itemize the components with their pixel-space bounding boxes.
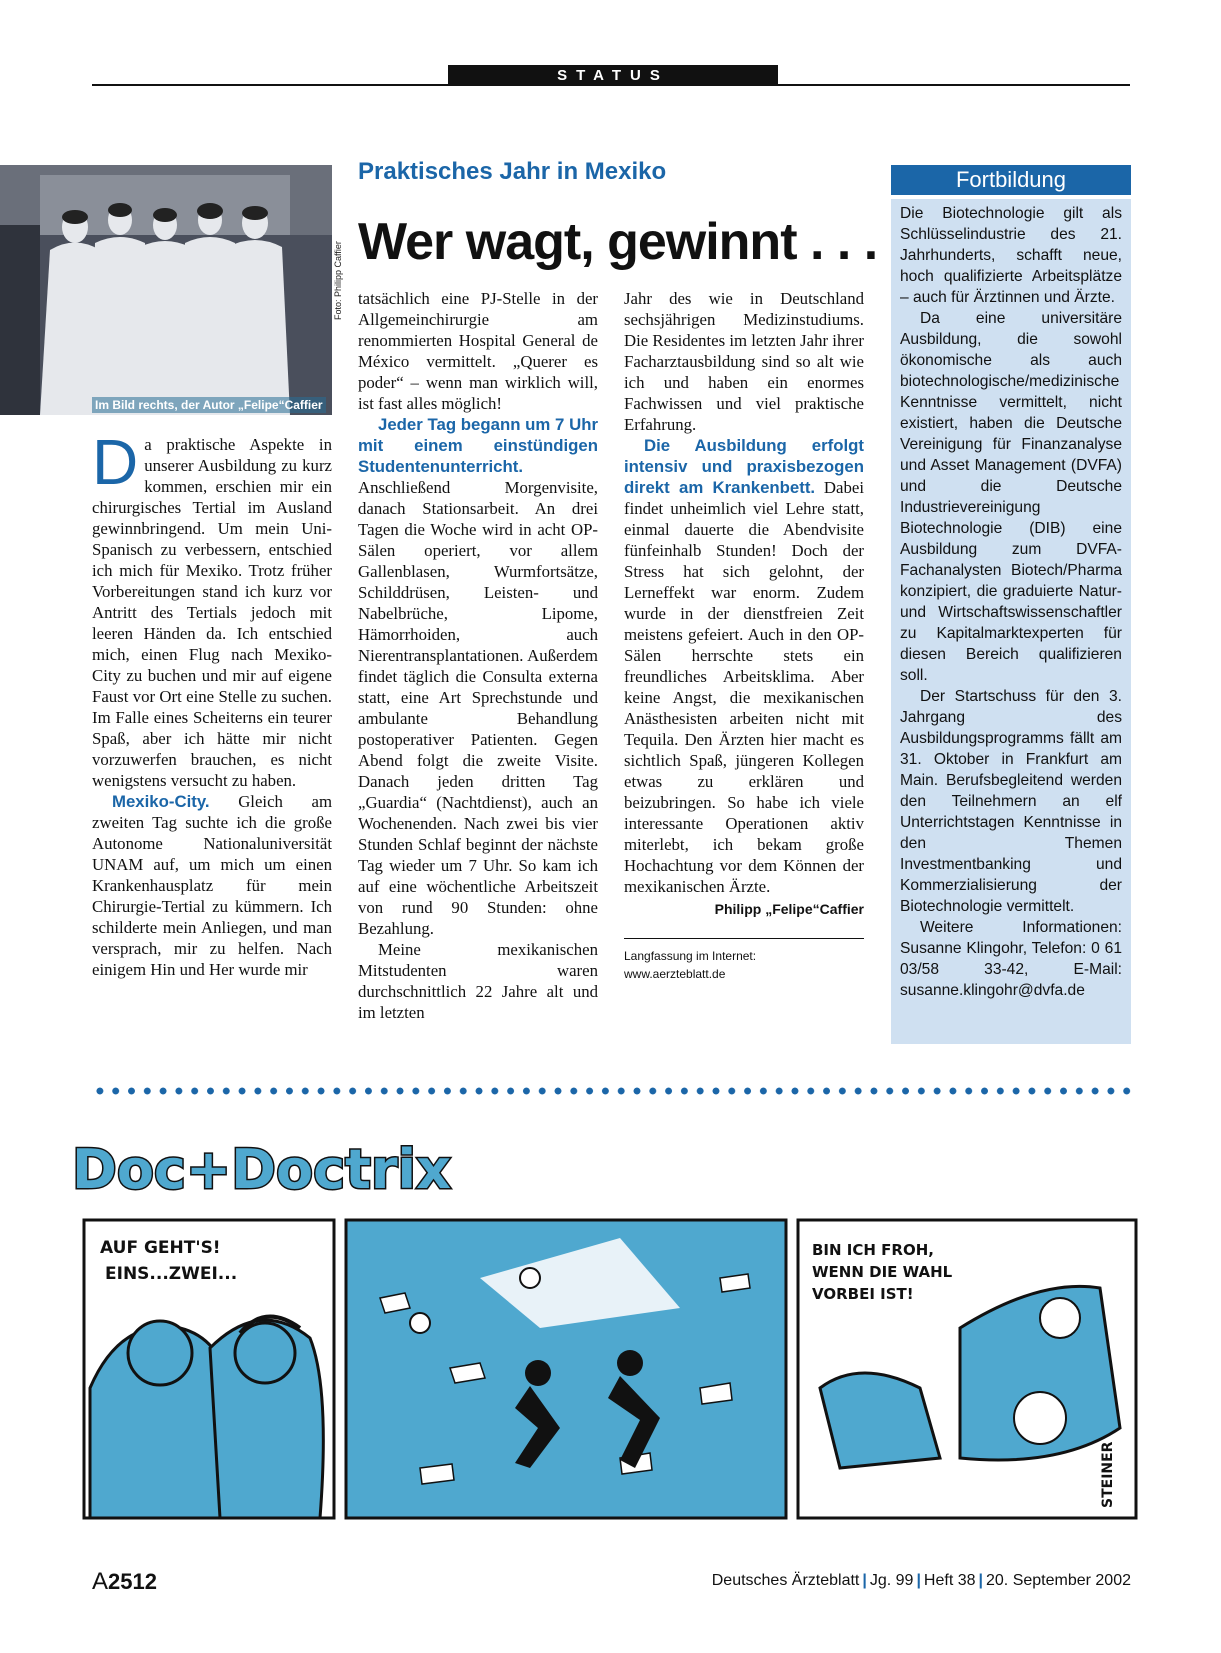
sidebar-paragraph-4: Weitere Informationen: Susanne Klingohr, Telefon: 0 61 03/58 33-42, E-Mail: susanne.klingohr@dvfa.de (900, 919, 1122, 999)
dotted-separator (92, 1086, 1132, 1096)
article-kicker: Praktisches Jahr in Mexiko (358, 158, 667, 185)
col3-paragraph-2: Dabei findet unheimlich viel Lehre statt, einmal dauerte die Abendvisite fünfeinhalb Stunden! Doch der Stress hat sich gelohnt, der Lerneffekt war enorm. Zudem wurde in der dienstfreien Zeit meistens gefeiert. Auch in den OP-Sälen herrschte stets ein freundliches Arbeitsklima. Aber keine Angst, die mexikanischen Anästhesisten arbeiten nicht mit Tequila. Den Ärzten hier macht es sichtlich Spaß, jüngeren Kollegen etwas zu erklären und beizubringen. So habe ich viele interessante Operationen aktiv miterlebt, ich bekam große Hochachtung vor dem Können der mexikanischen Ärzte. (624, 478, 864, 896)
article-column-2 (358, 288, 598, 1023)
article-column-1 (92, 426, 332, 980)
comic-panel-1 (84, 1220, 334, 1518)
journal-issue: Heft 38 (923, 1572, 976, 1589)
panel-1-speech-line-2: EINS...ZWEI... (105, 1264, 238, 1284)
sidebar-paragraph-3: Der Startschuss für den 3. Jahrgang des Ausbildungsprogramms fällt am 31. Oktober in Frankfurt am Main. Berufsbegleitend werden den Teilnehmern an elf Unterrichtstagen Kenntnisse in den Themen Investmentbanking und Kommerzialisierung der Biotechnologie vermittelt. (900, 688, 1122, 915)
panel-3-speech-line-2: WENN DIE WAHL (812, 1263, 953, 1281)
journal-date: 20. September 2002 (986, 1572, 1131, 1589)
photo-credit: Foto: Philipp Caffier (333, 241, 343, 320)
panel-3-speech-line-1: BIN ICH FROH, (812, 1241, 934, 1259)
subhead-mexiko-city: Mexiko-City. (112, 792, 210, 811)
col3-paragraph-1: Jahr des wie in Deutschland sechsjährigen Medizinstudiums. Die Residentes im letzten Jahr ihrer Facharztausbildung sind so alt wie ich und haben ein enormes Fachwissen und viel praktische Erfahrung. (624, 289, 864, 434)
sidebar-title: Fortbildung (891, 165, 1131, 195)
sidebar-text (900, 203, 1122, 1001)
comic-title: Doc+Doctrix (72, 1138, 451, 1201)
journal-volume: Jg. 99 (869, 1572, 914, 1589)
comic-artwork (60, 1128, 1148, 1528)
drop-cap: D (92, 426, 139, 498)
online-note-label: Langfassung im Internet: (624, 949, 757, 963)
section-label: STATUS (448, 65, 778, 86)
panel-1-speech-line-1: AUF GEHT'S! (100, 1238, 221, 1258)
subhead-jeder-tag: Jeder Tag begann um 7 Uhr mit einem einstündigen Studentenunterricht. (358, 415, 598, 476)
online-note-url[interactable]: www.aerzteblatt.de (624, 967, 726, 981)
footer-separator: | (862, 1572, 867, 1589)
comic-signature: STEINER (1100, 1441, 1116, 1508)
col1-paragraph-1: a praktische Aspekte in unserer Ausbildung zu kurz kommen, erschien mir ein chirurgisches Tertial im Ausland gewinnbringend. Um mein Uni-Spanisch zu verbessern, entschied ich mich für Mexiko. Trotz früher Vorbereitungen stand ich kurz vor Antritt des Tertials jedoch mit leeren Händen da. Ich entschied mich, einen Flug nach Mexiko-City zu buchen und mir auf eigene Faust vor Ort eine Stelle zu suchen. Im Falle eines Scheiterns ein teurer Spaß, aber ich hätte mir nicht vorzuwerfen brauchen, es nicht wenigstens versucht zu haben. (92, 435, 332, 790)
sidebar-box (891, 199, 1131, 1044)
author-photo (0, 165, 332, 415)
col2-paragraph-3: Meine mexikanischen Mitstudenten waren durchschnittlich 22 Jahre alt und im letzten (358, 940, 598, 1022)
panel-3-speech-line-3: VORBEI IST! (812, 1285, 914, 1303)
article-author: Philipp „Felipe“Caffier (714, 901, 864, 917)
journal-name: Deutsches Ärzteblatt (711, 1572, 860, 1589)
photo-caption: Im Bild rechts, der Autor „Felipe“Caffier (92, 397, 326, 413)
comic-panel-3 (798, 1220, 1136, 1518)
article-column-3 (624, 288, 864, 983)
page-number (92, 1568, 157, 1596)
photo-image (0, 165, 332, 415)
col1-paragraph-2: Gleich am zweiten Tag suchte ich die große Autonome Nationaluniversität UNAM auf, um mich um einen Krankenhausplatz für mein Chirurgie-Tertial zu kümmern. Ich schilderte mein Anliegen, und man versprach, mir zu helfen. Nach einigem Hin und Her wurde mir (92, 792, 332, 979)
comic-panel-2 (346, 1220, 786, 1518)
footer-separator: | (978, 1572, 983, 1589)
col2-paragraph-1: tatsächlich eine PJ-Stelle in der Allgemeinchirurgie am renommierten Hospital General de México vermittelt. „Querer es poder“ – wenn man wirklich will, ist fast alles möglich! (358, 289, 598, 413)
sidebar-paragraph-2: Da eine universitäre Ausbildung, die sowohl ökonomische als auch biotechnologische/medizinische Kenntnisse vermittelt, nicht existiert, haben die Deutsche Vereinigung für Finanzanalyse und Asset Management (DVFA) und die Deutsche Industrievereinigung Biotechnologie (DIB) eine Ausbildung zum DVFA-Fachanalysten Biotech/Pharma konzipiert, die graduierte Natur- und Wirtschaftswissenschaftler zu Kapitalmarktexperten für diesen Bereich qualifizieren soll. (900, 310, 1122, 684)
journal-footer (712, 1572, 1131, 1590)
page-number-value: 2512 (108, 1569, 157, 1594)
page-prefix: A (92, 1568, 109, 1595)
comic-strip (60, 1128, 1148, 1528)
subhead-ausbildung: Die Ausbildung erfolgt intensiv und praxisbezogen direkt am Krankenbett. (624, 436, 864, 497)
note-divider (624, 938, 864, 939)
col2-paragraph-2: Anschließend Morgenvisite, danach Stationsarbeit. An drei Tagen die Woche wird in acht OP-Sälen operiert, vor allem Gallenblasen, Wurmfortsätze, Schilddrüsen, Leisten- und Nabelbrüche, Lipome, Hämorrhoiden, auch Nierentransplantationen. Außerdem findet täglich die Consulta externa statt, eine Art Sprechstunde und ambulante Behandlung postoperativer Patienten. Gegen Abend folgt die zweite Visite. Danach jeden dritten Tag „Guardia“ (Nachtdienst), auch an Wochenenden. Nach zwei bis vier Stunden Schlaf beginnt der nächste Tag wieder um 7 Uhr. So kam ich auf eine wöchentliche Arbeitszeit von rund 90 Stunden: ohne Bezahlung. (358, 478, 598, 938)
article-headline: Wer wagt, gewinnt . . . (358, 213, 878, 271)
footer-separator: | (916, 1572, 921, 1589)
sidebar-paragraph-1: Die Biotechnologie gilt als Schlüsselindustrie des 21. Jahrhunderts, schafft neue, hoch qualifizierte Arbeitsplätze – auch für Ärztinnen und Ärzte. (900, 205, 1122, 306)
